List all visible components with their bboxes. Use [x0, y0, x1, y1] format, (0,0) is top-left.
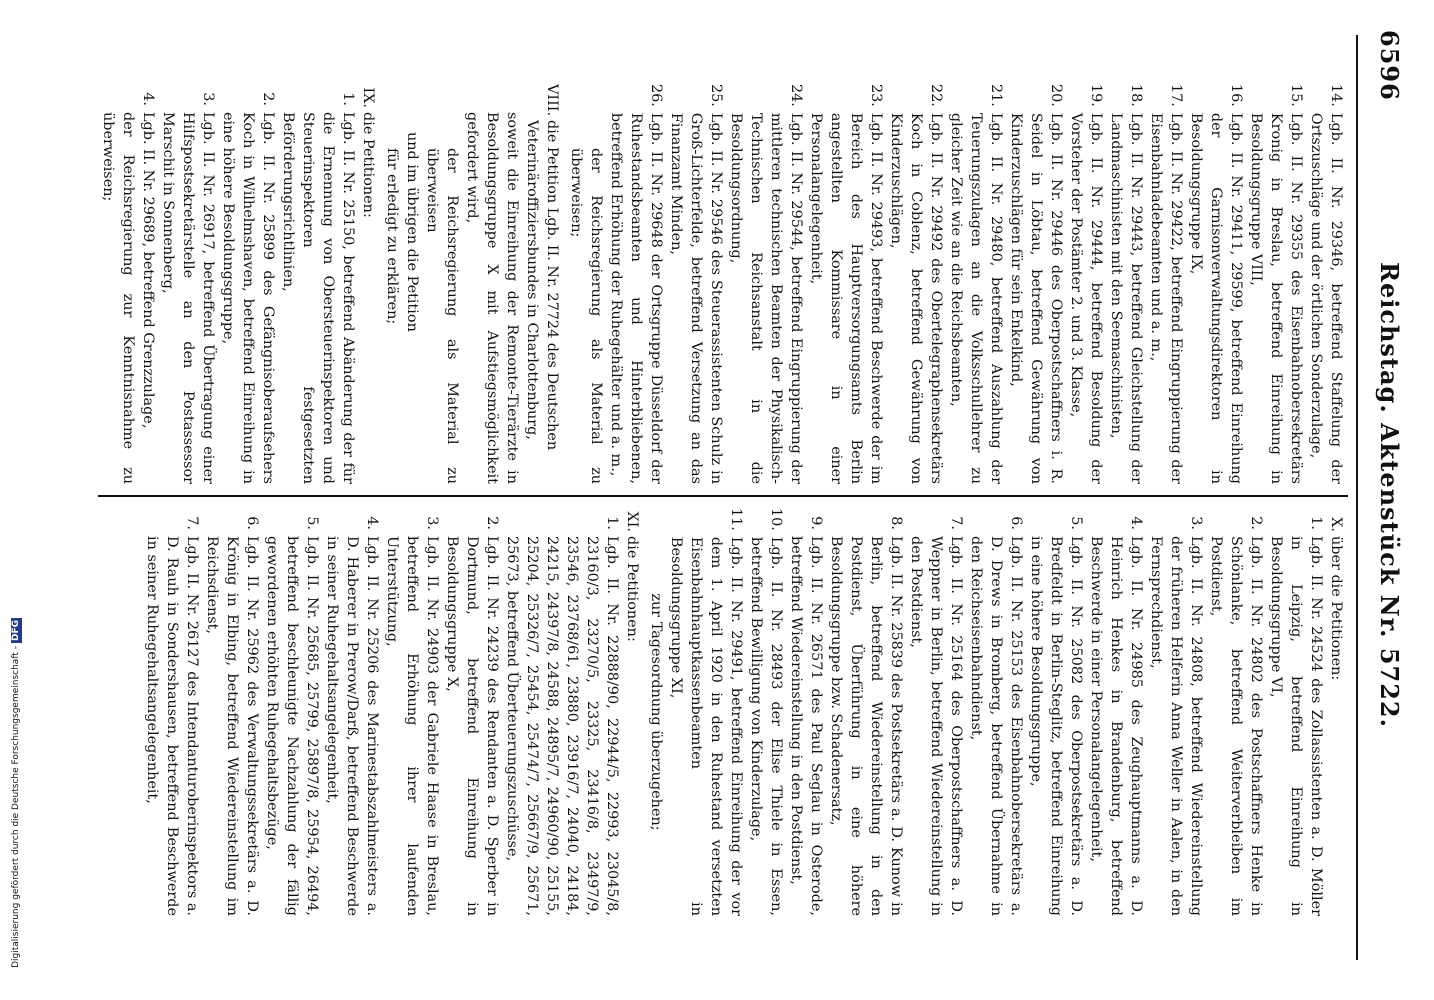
section-x: X. über die Petitionen: [1328, 517, 1344, 681]
credit-text: Digitalisierung gefördert durch die Deutsche Forschungsgemeinschaft - [11, 646, 21, 968]
list-item: 1. Lgb. II. Nr. 24524 des Zollassistenten a. D. Möller in Leipzig, betreffend Einreihung in Besoldungsgruppe VI, [1268, 516, 1324, 916]
resolution-clause: zur Tagesordnung überzugehen; [648, 593, 664, 831]
list-item: 9. Lgb. II. Nr. 26571 des Paul Seglau in Osterode, betreffend Wiedereinstellung in den Postdienst, [788, 516, 824, 916]
digitization-credit [2, 620, 26, 1000]
list-item: 5. Lgb. II. Nr. 25082 des Oberpostsekretärs a. D. Bredfeldt in Berlin-Steglitz, betreffend Einreihung in eine höhere Besoldungsgruppe, [1028, 516, 1084, 916]
list-item: 4. Lgb. II. Nr. 24985 des Zeughauptmanns a. D. Heinrich Henkes in Brandenburg, betreffend Beschwerde in einer Personalangelegenheit, [1088, 516, 1144, 916]
list-item: 5. Lgb. II. Nr. 25685, 25799, 25897/8, 25954, 26494, betreffend beschleunigte Nachzahlung der fällig gewordenen erhöhten Ruhegehaltsbezüge, [264, 516, 320, 916]
list-item: 23. Lgb. II. Nr. 29493, betreffend Beschwerde der im Bereich des Hauptversorgungsamts Berlin angestellten Kommissare in einer Personalangelegenheit, [808, 84, 884, 484]
list-item: 17. Lgb. II. Nr. 29422, betreffend Eingruppierung der Eisenbahnladebeamten und a. m., [1148, 84, 1184, 484]
list-item: 1. Lgb. II. Nr. 25150, betreffend Abänderung der für die Ernennung von Obersteuerinspektoren und Steuerinspektoren festgesetzten Beförderungsrichtlinien, [280, 92, 356, 484]
list-item: 6. Lgb. II. Nr. 25962 des Verwaltungssekretärs a. D. Krönig in Elbing, betreffend Wiedereinstellung im Reichsdienst, [204, 516, 260, 916]
list-item: 25. Lgb. II. Nr. 29546 des Steuerassistenten Schulz in Groß-Lichterfelde, betreffend Versetzung an das Finanzamt Minden, [668, 84, 724, 484]
resolution-clause: für erledigt zu erklären; [384, 148, 400, 325]
list-item: 22. Lgb. II. Nr. 29492 des Obertelegraphensekretärs Koch in Coblenz, betreffend Gewährung von Kinderzuschlägen, [888, 84, 944, 484]
list-item: 4. Lgb. II. Nr. 25206 des Marinestabszahlmeisters a. D. Haberer in Prerow/Darß, betreffend Beschwerde in seiner Ruhegehaltsangelegenheit, [324, 516, 380, 916]
resolution-clause: der Reichsregierung zur Kenntnisnahme zu überweisen; [100, 112, 136, 484]
section-text: soweit die Einreihung der Remonte-Tierärzte in Besoldungsgruppe X mit Aufstiegsmöglichkeit gefordert wird, [464, 112, 520, 484]
list-item: 26. Lgb. II. Nr. 29648 der Ortsgruppe Düsseldorf der Ruhestandsbeamten und Hinterbliebenen, betreffend Erhöhung der Ruhegehälter und a. m., [608, 84, 664, 484]
list-item: 4. Lgb. II. Nr. 29689, betreffend Grenzzulage, [140, 92, 156, 429]
page-header [1364, 30, 1404, 960]
resolution-clause: der Reichsregierung als Material zu überweisen; [568, 148, 604, 484]
page-number: 6596 [1375, 30, 1404, 101]
list-item: 16. Lgb. II. Nr. 29411, 29599, betreffend Einreihung der Garnisonverwaltungsdirektoren in Besoldungsgruppe IX, [1188, 84, 1244, 484]
column-rule [98, 495, 1348, 497]
list-item: 1. Lgb. II. Nr. 22888/90, 22944/5, 22993, 23045/8, 23160/3, 23270/5, 23325, 23416/8, 23497/9, 23546, 23768/61, 23880, 23916/7, 24040, 24184, 24215, 24397/8, 24588, 24895/7, 24960/90, 25155, 25204, 25326/7, 25454, 25474/7, 25667/9, 25671, 25673, betreffend Überteuerungszuschüsse, [504, 516, 620, 916]
list-item: 11. Lgb. II. Nr. 29491, betreffend Einreihung der vor dem 1. April 1920 in den Ruhestand versetzten Eisenbahnhauptkassenbeamten in Besoldungsgruppe XI, [668, 508, 744, 916]
list-item: 24. Lgb. II. Nr. 29544, betreffend Eingruppierung der mittleren technischen Beamten der Physikalisch-Technischen Reichsanstalt in die Besoldungsordnung, [728, 84, 804, 484]
list-item: 14. Lgb. II. Nr. 29346, betreffend Staffelung der Ortszuschläge und der örtlichen Sonderzulage, [1308, 84, 1344, 484]
list-item: 3. Lgb. II. Nr. 24808, betreffend Wiedereinstellung der früheren Helferin Anna Weller in Aalen, in den Fernsprechdienst, [1148, 516, 1204, 916]
left-column [98, 84, 1346, 484]
list-item: 2. Lgb. II. Nr. 24802 des Postschaffners Henke in Schönlanke, betreffend Weiterverbleiben im Postdienst, [1208, 516, 1264, 916]
resolution-clause: der Reichsregierung als Material zu überweisen [424, 148, 460, 484]
list-item: 19. Lgb. II. Nr. 29444, betreffend Besoldung der Vorsteher der Postämter 2. und 3. Klasse, [1068, 84, 1104, 484]
list-item: 6. Lgb. II. Nr. 25153 des Eisenbahnobersekretärs a. D. Drews in Bromberg, betreffend Übernahme in den Reichseisenbahndienst, [968, 516, 1024, 916]
list-item: 3. Lgb. II. Nr. 24903 der Gabriele Haase in Breslau, betreffend Erhöhung ihrer laufenden Unterstützung, [384, 516, 440, 916]
header-rule [1356, 35, 1358, 960]
list-item: 10. Lgb. II. Nr. 28493 der Elise Thiele in Essen, betreffend Bewilligung von Kinderzulage, [748, 508, 784, 916]
list-item: 20. Lgb. II. Nr. 29446 des Oberpostschaffners i. R. Seidel in Löbtau, betreffend Gewährung von Kinderzuschlägen für sein Enkelkind, [1008, 84, 1064, 484]
list-item: 2. Lgb. II. Nr. 24239 des Rendanten a. D. Sperber in Dortmund, betreffend Einreihung in Besoldungsgruppe X, [444, 516, 500, 916]
list-item: 8. Lgb. II. Nr. 25839 des Postsekretärs a. D. Kunow in Berlin, betreffend Wiedereinstellung in den Postdienst, Überführung in eine höhere Besoldungsgruppe bzw. Schadenersatz, [828, 516, 904, 916]
list-item: 21. Lgb. II. Nr. 29480, betreffend Auszahlung der Teuerungszulagen an die Volksschullehrer zu gleicher Zeit wie an die Reichsbeamten, [948, 84, 1004, 484]
list-item: 3. Lgb. II. Nr. 26917, betreffend Übertragung einer Hilfspostsekretärstelle an den Postassessor Marschit in Sonnenberg, [160, 92, 216, 484]
section-ix: IX. die Petitionen: [360, 87, 376, 218]
resolution-clause: und im übrigen die Petition [404, 132, 420, 332]
right-column [142, 508, 1346, 916]
list-item: 7. Lgb. II. Nr. 25164 des Oberpostschaffners a. D. Weppner in Berlin, betreffend Wiedereinstellung in den Postdienst, [908, 516, 964, 916]
list-item: 7. Lgb. II. Nr. 26127 des Intendanturoberinspektors a. D. Rauh in Sondershausen, betreffend Beschwerde in seiner Ruhegehaltsangelegenheit, [144, 516, 200, 916]
list-item: 18. Lgb. II. Nr. 29443, betreffend Gleichstellung der Landmaschinisten mit den Seemaschinisten, [1108, 84, 1144, 484]
list-item: 15. Lgb. II. Nr. 29355 des Eisenbahnobersekretärs Kronig in Breslau, betreffend Einreihung in Besoldungsgruppe VIII, [1248, 84, 1304, 484]
running-head: Reichstag. Aktenstück Nr. 5722. [1375, 262, 1404, 728]
section-xi: XI. die Petitionen: [624, 511, 640, 642]
section-viii: VIII. die Petition Lgb. II. Nr. 27724 des Deutschen Veterinäroffiziersbundes in Charlottenburg, [524, 84, 560, 451]
dfg-logo: DFG [11, 620, 21, 642]
list-item: 2. Lgb. II. Nr. 25899 des Gefängnisoberaufsehers Koch in Wilhelmshaven, betreffend Einreihung in eine höhere Besoldungsgruppe, [220, 92, 276, 484]
